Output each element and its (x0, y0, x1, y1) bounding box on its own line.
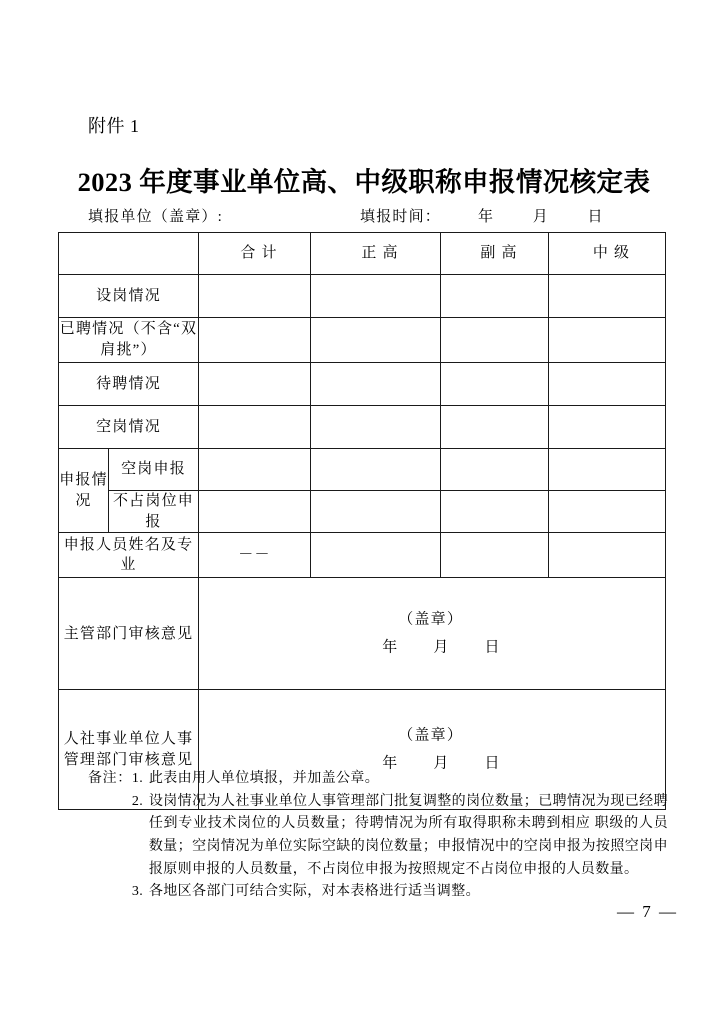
cell-vacancy-declaration-total[interactable] (199, 449, 311, 491)
table-row (59, 406, 666, 449)
day-label: 日 (587, 209, 603, 225)
row-label-hr-dept-opinion: 人社事业单位人事管理部门审核意见 (59, 690, 199, 810)
cell-pending-hire-senior[interactable] (311, 363, 441, 406)
note-text: 设岗情况为人社事业单位人事管理部门批复调整的岗位数量；已聘情况为现已经聘任到专业技术岗位的人员数量；待聘情况为所有取得职称未聘到相应 职级的人员数量；空岗情况为单位实际空缺的岗位数量；申报情况中的空岗申报为按照空岗申报原则申报的人员数量，不占岗位申报为按照规定不占岗位申报的人员数量。 (148, 793, 668, 877)
month-label: 月 (433, 755, 450, 772)
cell-post-setup-total[interactable] (199, 275, 311, 318)
cell-hired-total[interactable] (199, 318, 311, 363)
attachment-label: 附件 1 (88, 116, 140, 136)
table-row (59, 363, 666, 406)
seal-label: （盖章） (398, 611, 464, 628)
note-text: 各地区各部门可结合实际，对本表格进行适当调整。 (148, 884, 481, 900)
row-label-applicant-name-major: 申报人员姓名及专业 (59, 533, 199, 578)
seal-label: （盖章） (398, 727, 464, 744)
table-row (59, 533, 666, 578)
row-label-vacancy: 空岗情况 (59, 406, 199, 449)
cell-applicant-associate[interactable] (441, 533, 549, 578)
month-label: 月 (433, 639, 450, 656)
table-row (59, 275, 666, 318)
cell-post-setup-associate[interactable] (441, 275, 549, 318)
note-number: 3. (131, 884, 144, 900)
table-row (59, 449, 666, 491)
note-text: 此表由用人单位填报，并加盖公章。 (148, 771, 380, 786)
row-label-vacancy-declaration: 空岗申报 (109, 449, 199, 491)
cell-vacancy-declaration-senior[interactable] (311, 449, 441, 491)
header-cell-senior: 正 高 (311, 233, 441, 275)
cell-nonpost-declaration-total[interactable] (199, 491, 311, 533)
cell-vacancy-middle[interactable] (549, 406, 666, 449)
reporting-date-slots (478, 205, 603, 226)
reporting-time-label: 填报时间： (360, 209, 442, 225)
row-label-pending-hire: 待聘情况 (59, 363, 199, 406)
row-group-label-declaration: 申报情况 (59, 449, 109, 533)
cell-nonpost-declaration-senior[interactable] (311, 491, 441, 533)
cell-hired-middle[interactable] (549, 318, 666, 363)
note-number: 2. (131, 793, 144, 809)
cell-supervising-dept-opinion[interactable] (199, 578, 666, 690)
row-label-supervising-dept-opinion: 主管部门审核意见 (59, 578, 199, 690)
reporting-unit-label: 填报单位（盖章）: (88, 209, 223, 225)
header-cell-blank (59, 233, 199, 275)
cell-vacancy-total[interactable] (199, 406, 311, 449)
year-label: 年 (382, 639, 399, 656)
cell-applicant-total: －－ (199, 533, 311, 578)
table-row (59, 491, 666, 533)
cell-applicant-senior[interactable] (311, 533, 441, 578)
cell-post-setup-senior[interactable] (311, 275, 441, 318)
notes-section (88, 768, 668, 904)
cell-hired-senior[interactable] (311, 318, 441, 363)
header-cell-middle: 中 级 (549, 233, 666, 275)
page-title: 2023 年度事业单位高、中级职称申报情况核定表 (77, 167, 651, 197)
row-label-post-setup: 设岗情况 (59, 275, 199, 318)
cell-vacancy-declaration-associate[interactable] (441, 449, 549, 491)
note-number: 1. (131, 771, 144, 786)
form-subheader (88, 205, 672, 225)
list-item (132, 881, 668, 904)
row-label-nonpost-declaration: 不占岗位申报 (109, 491, 199, 533)
cell-vacancy-senior[interactable] (311, 406, 441, 449)
list-item (132, 791, 668, 882)
table-row (59, 578, 666, 690)
notes-label: 备注： (88, 771, 132, 786)
seal-and-date-block (382, 605, 501, 662)
declaration-form-table (58, 232, 666, 810)
year-label: 年 (478, 209, 494, 225)
cell-pending-hire-middle[interactable] (549, 363, 666, 406)
year-label: 年 (382, 755, 399, 772)
cell-nonpost-declaration-associate[interactable] (441, 491, 549, 533)
table-header-row (59, 233, 666, 275)
cell-applicant-middle[interactable] (549, 533, 666, 578)
header-cell-associate: 副 高 (441, 233, 549, 275)
day-label: 日 (484, 755, 501, 772)
table-row (59, 318, 666, 363)
cell-pending-hire-associate[interactable] (441, 363, 549, 406)
cell-pending-hire-total[interactable] (199, 363, 311, 406)
page-number: — 7 — (617, 902, 678, 921)
notes-list (132, 768, 668, 904)
cell-nonpost-declaration-middle[interactable] (549, 491, 666, 533)
header-cell-total: 合 计 (199, 233, 311, 275)
cell-vacancy-associate[interactable] (441, 406, 549, 449)
list-item (132, 768, 668, 791)
cell-post-setup-middle[interactable] (549, 275, 666, 318)
cell-vacancy-declaration-middle[interactable] (549, 449, 666, 491)
day-label: 日 (484, 639, 501, 656)
row-label-hired: 已聘情况（不含“双肩挑”） (59, 318, 199, 363)
cell-hired-associate[interactable] (441, 318, 549, 363)
month-label: 月 (532, 209, 548, 225)
date-slots (382, 634, 501, 663)
